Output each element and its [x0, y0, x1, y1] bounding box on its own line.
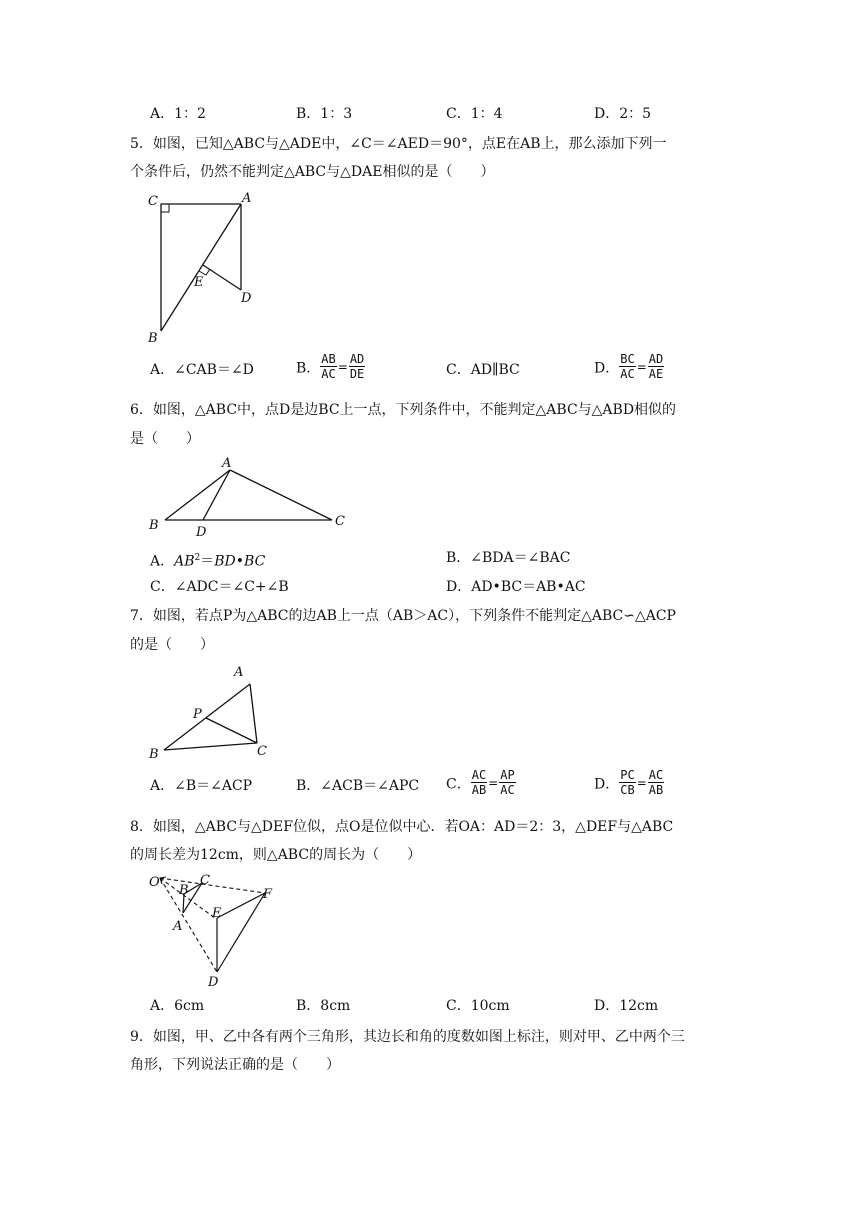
q7-option-d-prefix: D． [594, 776, 620, 793]
equals-sign: = [636, 359, 647, 374]
frac-numerator: AP [500, 768, 515, 782]
q6-stem-line1: 6．如图，△ABC中，点D是边BC上一点，下列条件中，不能判定△ABC与△ABD相似的 [130, 402, 677, 418]
q7-option-c [446, 770, 516, 799]
q8-label-a: A [173, 919, 183, 934]
q5-option-b-prefix: B． [296, 360, 321, 377]
q6-label-d: D [196, 525, 207, 540]
equals-sign: = [636, 775, 647, 790]
q7-option-a: A．∠B＝∠ACP [150, 778, 253, 794]
frac-numerator: AC [471, 768, 487, 782]
q6-option-c: C．∠ADC＝∠C+∠B [150, 579, 289, 595]
q5-label-c: C [148, 194, 158, 209]
q8-figure [140, 868, 290, 993]
q7-option-b: B．∠ACB＝∠APC [296, 778, 420, 794]
frac-numerator: BC [620, 352, 635, 366]
q7-option-c-frac-right [499, 768, 515, 797]
q9-stem-line2: 角形，下列说法正确的是（ ） [130, 1057, 340, 1073]
equals-sign: = [337, 359, 348, 374]
q5-option-b-frac-right [349, 352, 365, 381]
q4-option-a: A．1：2 [150, 106, 206, 122]
q5-stem-line1: 5．如图，已知△ABC与△ADE中，∠C＝∠AED＝90°，点E在AB上，那么添加下列一 [130, 136, 667, 152]
q6-label-a: A [222, 456, 232, 471]
q5-option-b-frac-left [320, 352, 336, 381]
q8-option-a: A．6cm [150, 998, 205, 1014]
frac-denominator: AC [500, 783, 515, 797]
frac-numerator: AC [648, 768, 664, 782]
equals-sign: = [488, 775, 499, 790]
q7-label-c: C [257, 744, 267, 759]
q5-label-e: E [194, 275, 204, 290]
frac-numerator: AD [648, 352, 664, 366]
q8-option-c: C．10cm [446, 998, 510, 1014]
q5-label-d: D [241, 291, 252, 306]
q7-option-c-frac-left [471, 768, 487, 797]
q8-option-d: D．12cm [594, 998, 659, 1014]
q8-label-e: E [212, 906, 222, 921]
frac-denominator: AC [321, 367, 336, 381]
q5-label-b: B [148, 331, 158, 346]
q7-label-b: B [149, 747, 159, 760]
q7-option-d [594, 770, 664, 799]
q8-label-f: F [263, 887, 273, 902]
frac-numerator: PC [620, 768, 635, 782]
q4-option-c: C．1：4 [446, 106, 503, 122]
frac-denominator: DE [349, 367, 365, 381]
q5-option-d-prefix: D． [594, 360, 620, 377]
q6-option-b: B．∠BDA＝∠BAC [446, 550, 571, 566]
q8-label-c: C [200, 873, 210, 888]
q8-label-d: D [208, 975, 219, 990]
q5-label-a: A [242, 191, 252, 206]
q5-option-d-frac-left [619, 352, 635, 381]
q7-label-p: P [193, 707, 202, 722]
q4-option-d: D．2：5 [594, 106, 652, 122]
q5-option-c: C．AD∥BC [446, 362, 520, 378]
frac-denominator: AB [471, 783, 487, 797]
frac-denominator: AE [648, 367, 664, 381]
q7-option-d-frac-left [619, 768, 635, 797]
frac-denominator: AC [620, 367, 635, 381]
q6-option-d: D．AD•BC＝AB•AC [446, 579, 586, 595]
q6-label-c: C [335, 514, 345, 529]
q5-option-a: A．∠CAB＝∠D [150, 362, 254, 378]
q5-option-d [594, 354, 664, 383]
q7-label-a: A [234, 665, 244, 680]
q8-label-b: B [179, 883, 189, 898]
frac-denominator: AB [648, 783, 664, 797]
q5-option-d-frac-right [648, 352, 664, 381]
q6-stem-line2: 是（ ） [130, 431, 200, 447]
frac-numerator: AD [349, 352, 365, 366]
q7-stem-line2: 的是（ ） [130, 637, 214, 653]
q5-stem-line2: 个条件后，仍然不能判定△ABC与△DAE相似的是（ ） [130, 164, 495, 180]
q8-option-b: B．8cm [296, 998, 351, 1014]
q8-label-o: O [149, 875, 160, 890]
q7-option-d-frac-right [648, 768, 664, 797]
q4-option-b: B．1：3 [296, 106, 353, 122]
q5-option-b [296, 354, 365, 383]
q7-stem-line1: 7．如图，若点P为△ABC的边AB上一点（AB＞AC），下列条件不能判定△ABC∽△ACP [130, 608, 676, 624]
q5-figure [140, 186, 270, 346]
q7-figure [140, 660, 280, 760]
frac-denominator: CB [620, 783, 635, 797]
q6-figure [140, 452, 360, 542]
q6-option-a: A．$AB^2=BD•BC$ [150, 553, 266, 570]
frac-numerator: AB [321, 352, 336, 366]
q6-label-b: B [149, 518, 159, 533]
q8-stem-line1: 8．如图，△ABC与△DEF位似，点O是位似中心．若OA：AD＝2：3，△DEF与△ABC [130, 819, 674, 835]
q8-stem-line2: 的周长差为12cm，则△ABC的周长为（ ） [130, 847, 422, 863]
q7-option-c-prefix: C． [446, 776, 471, 793]
q9-stem-line1: 9．如图，甲、乙中各有两个三角形，其边长和角的度数如图上标注，则对甲、乙中两个三 [130, 1029, 685, 1045]
